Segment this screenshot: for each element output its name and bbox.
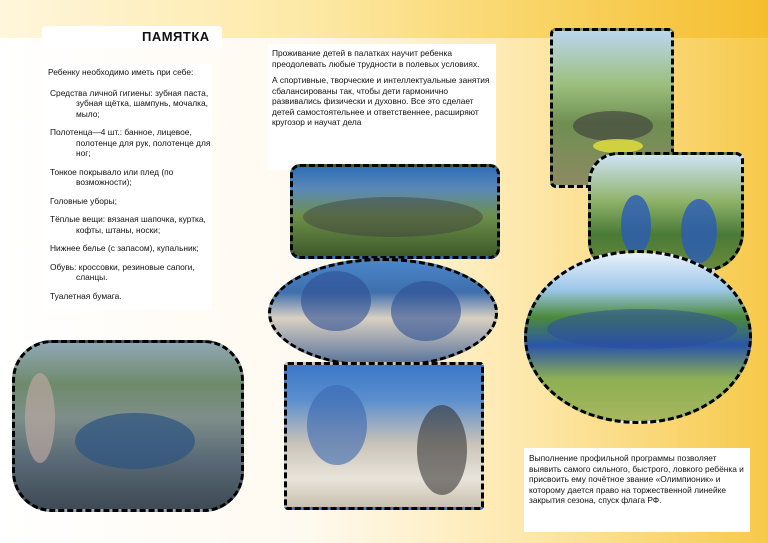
intro-paragraph-1: Проживание детей в палатках научит ребенка преодолевать любые трудности в полевых условиях.	[272, 48, 480, 69]
photo-kids-drawing	[284, 362, 484, 510]
intro-paragraph-2: А спортивные, творческие и интеллектуальные занятия сбалансированы так, чтобы дети гармонично развивались физически и духовно. Все это сделает детей самостоятельнее и ответственнее, расширяют кругозор и научат дела	[272, 75, 490, 127]
checklist-item: Тёплые вещи: вязаная шапочка, куртка, кофты, штаны, носки;	[50, 214, 206, 235]
checklist-item: Обувь: кроссовки, резиновые сапоги, сланцы.	[50, 261, 195, 282]
checklist-card	[44, 64, 212, 310]
intro-card	[268, 44, 496, 170]
checklist-heading: Ребенку необходимо иметь при себе:	[48, 67, 194, 77]
checklist-item: Головные уборы;	[50, 195, 117, 206]
outro-card	[524, 448, 750, 532]
checklist-item: Тонкое покрывало или плед (по возможности);	[50, 166, 174, 187]
checklist-item: Средства личной гигиены: зубная паста, зубная щётка, шампунь, мочалка, мыло;	[50, 87, 209, 119]
checklist-item: Нижнее белье (с запасом), купальник;	[50, 243, 199, 253]
photo-group	[524, 250, 752, 424]
photo-kids-sitting-tent	[290, 164, 500, 259]
photo-kids-table-indoor	[268, 258, 498, 368]
checklist-item: Туалетная бумага.	[50, 290, 122, 301]
photo-catamaran-lake	[12, 340, 244, 512]
page-title: ПАМЯТКА	[142, 29, 210, 44]
checklist-item: Полотенца—4 шт.: банное, лицевое, полотенце для рук, полотенце для ног;	[50, 127, 211, 158]
outro-paragraph: Выполнение профильной программы позволяет выявить самого сильного, быстрого, ловкого ребёнка и присвоить ему почётное звание «Олимпионик» и которому дается право на торжественной линейке закрытия сезона, спуск флага РФ.	[529, 453, 744, 505]
